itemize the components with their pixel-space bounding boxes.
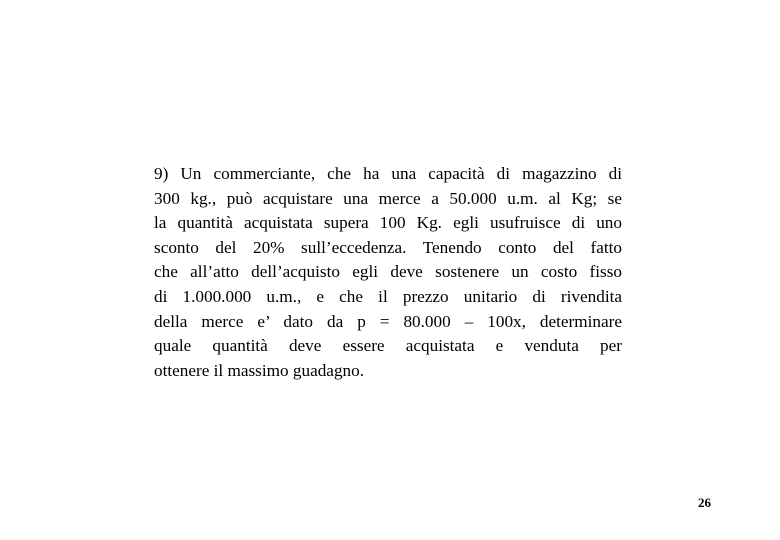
page-number: 26 bbox=[698, 495, 711, 510]
problem-line: sconto del 20% sull’eccedenza. Tenendo conto del fatto bbox=[154, 237, 622, 257]
problem-line: 9) Un commerciante, che ha una capacità di magazzino di bbox=[154, 164, 622, 183]
problem-line: la quantità acquistata supera 100 Kg. egli usufruisce di uno bbox=[154, 213, 622, 233]
problem-line: della merce e’ dato da p = 80.000 – 100x, determinare bbox=[154, 311, 622, 331]
problem-line: che all’atto dell’acquisto egli deve sostenere un costo fisso bbox=[154, 262, 622, 282]
problem-line: di 1.000.000 u.m., e che il prezzo unitario di rivendita bbox=[154, 286, 622, 306]
problem-line: ottenere il massimo guadagno. bbox=[154, 360, 365, 380]
problem-line: 300 kg., può acquistare una merce a 50.000 u.m. al Kg; se bbox=[154, 188, 622, 208]
problem-line: quale quantità deve essere acquistata e venduta per bbox=[154, 336, 622, 356]
problem-text bbox=[154, 162, 622, 383]
